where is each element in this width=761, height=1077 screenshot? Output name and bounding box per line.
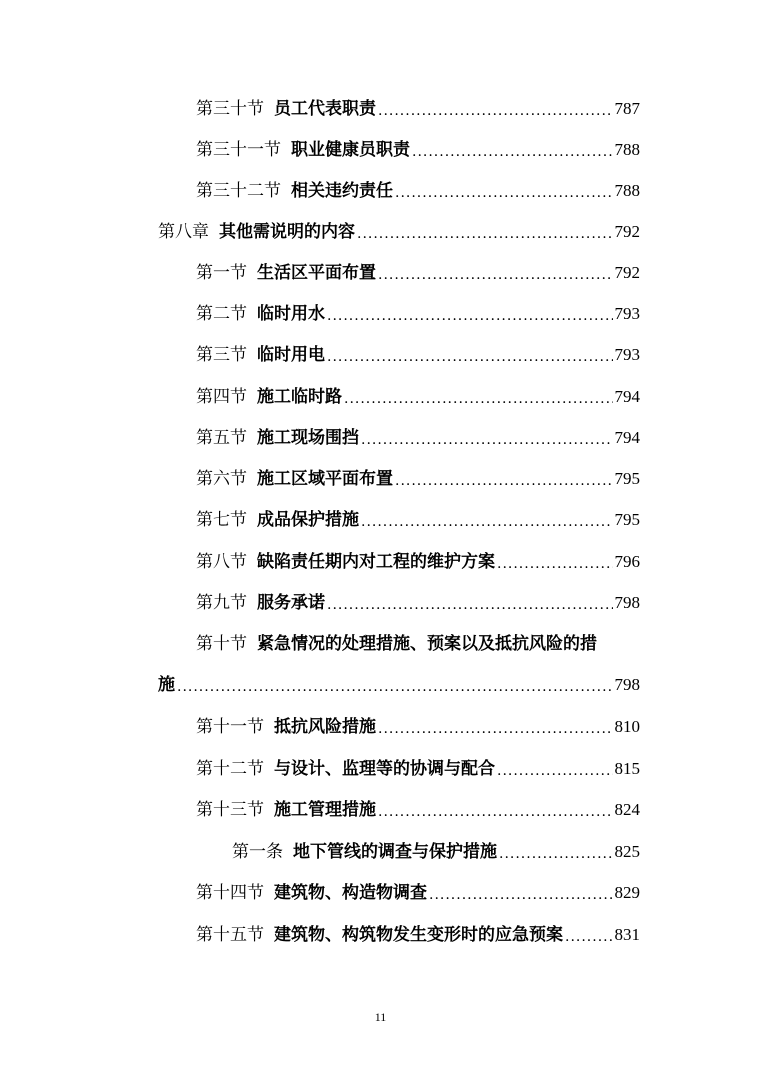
toc-entry-label: 第二节 (196, 304, 247, 324)
toc-entry-label: 第十二节 (196, 759, 264, 779)
toc-entry[interactable] (196, 336, 640, 366)
toc-entry-title: 临时用电 (257, 345, 325, 365)
toc-entry[interactable] (196, 460, 640, 490)
toc-entry-title: 抵抗风险措施 (274, 717, 376, 737)
toc-entry-page: 794 (614, 428, 640, 447)
toc-entry-title: 施工区域平面布置 (257, 469, 393, 489)
toc-subentry[interactable] (232, 833, 640, 863)
toc-entry-page: 798 (614, 593, 640, 612)
toc-entry-label: 第三十一节 (196, 140, 281, 160)
toc-entry-page: 793 (614, 304, 640, 323)
toc-entry-page: 795 (614, 510, 640, 529)
toc-entry[interactable] (196, 254, 640, 284)
toc-entry-label: 第一节 (196, 263, 247, 283)
toc-entry[interactable] (196, 916, 640, 946)
toc-entry[interactable] (196, 172, 640, 202)
toc-entry-page: 831 (614, 925, 640, 944)
toc-leader-dots (327, 596, 613, 614)
toc-leader-dots (378, 720, 613, 738)
toc-leader-dots (497, 762, 613, 780)
toc-entry-label: 第十节 (196, 634, 247, 654)
toc-chapter-entry[interactable] (158, 213, 640, 243)
toc-leader-dots (412, 143, 613, 161)
toc-entry[interactable] (196, 543, 640, 573)
toc-entry-page: 810 (614, 717, 640, 736)
toc-entry-title-continuation: 施 (158, 675, 175, 695)
toc-entry-title: 员工代表职责 (274, 99, 376, 119)
toc-entry-label: 第三十节 (196, 99, 264, 119)
toc-entry-label: 第八章 (158, 222, 209, 242)
toc-leader-dots (565, 928, 613, 946)
toc-entry[interactable] (196, 584, 640, 614)
toc-leader-dots (344, 390, 613, 408)
toc-entry[interactable] (196, 131, 640, 161)
toc-entry-title: 建筑物、构筑物发生变形时的应急预案 (274, 925, 563, 945)
toc-entry[interactable] (196, 90, 640, 120)
toc-entry-page: 815 (614, 759, 640, 778)
toc-leader-dots (395, 472, 613, 490)
toc-entry-page: 824 (614, 800, 640, 819)
toc-leader-dots (395, 184, 613, 202)
toc-entry[interactable] (196, 378, 640, 408)
toc-leader-dots (327, 348, 613, 366)
toc-entry-label: 第五节 (196, 428, 247, 448)
toc-entry[interactable] (196, 791, 640, 821)
toc-entry-page: 788 (614, 140, 640, 159)
toc-entry[interactable] (196, 750, 640, 780)
toc-leader-dots (378, 266, 613, 284)
toc-entry-page: 825 (614, 842, 640, 861)
toc-leader-dots (497, 555, 613, 573)
toc-entry-title: 与设计、监理等的协调与配合 (274, 759, 495, 779)
toc-entry-label: 第九节 (196, 593, 247, 613)
toc-leader-dots (378, 803, 613, 821)
toc-leader-dots (378, 102, 613, 120)
toc-entry-page: 787 (614, 99, 640, 118)
toc-entry-title: 其他需说明的内容 (219, 222, 355, 242)
toc-entry[interactable] (196, 708, 640, 738)
toc-entry-page: 792 (614, 263, 640, 282)
toc-leader-dots (357, 225, 613, 243)
toc-entry-title: 临时用水 (257, 304, 325, 324)
toc-entry-page: 829 (614, 883, 640, 902)
toc-entry-page: 792 (614, 222, 640, 241)
toc-entry-page: 793 (614, 345, 640, 364)
toc-entry-title: 施工管理措施 (274, 800, 376, 820)
toc-entry-label: 第六节 (196, 469, 247, 489)
toc-entry-label: 第四节 (196, 387, 247, 407)
toc-entry-label: 第三节 (196, 345, 247, 365)
toc-entry-label: 第一条 (232, 842, 283, 862)
toc-entry[interactable] (196, 419, 640, 449)
toc-entry-title: 职业健康员职责 (291, 140, 410, 160)
toc-entry-page: 794 (614, 387, 640, 406)
toc-entry-label: 第十一节 (196, 717, 264, 737)
toc-leader-dots (361, 431, 613, 449)
toc-entry-title: 服务承诺 (257, 593, 325, 613)
toc-entry-wrapped-line[interactable] (196, 625, 640, 655)
toc-entry-page: 796 (614, 552, 640, 571)
toc-entry-label: 第七节 (196, 510, 247, 530)
toc-entry-title: 施工临时路 (257, 387, 342, 407)
toc-entry-title: 相关违约责任 (291, 181, 393, 201)
toc-entry-page: 788 (614, 181, 640, 200)
toc-entry-title: 施工现场围挡 (257, 428, 359, 448)
toc-entry-continuation[interactable] (158, 666, 640, 696)
toc-leader-dots (499, 845, 613, 863)
toc-entry-label: 第十四节 (196, 883, 264, 903)
toc-entry[interactable] (196, 501, 640, 531)
toc-entry-label: 第三十二节 (196, 181, 281, 201)
toc-entry-label: 第十三节 (196, 800, 264, 820)
toc-entry-page: 798 (614, 675, 640, 694)
toc-entry-title: 缺陷责任期内对工程的维护方案 (257, 552, 495, 572)
toc-leader-dots (177, 678, 613, 696)
toc-entry-label: 第八节 (196, 552, 247, 572)
toc-entry-title: 生活区平面布置 (257, 263, 376, 283)
toc-leader-dots (327, 307, 613, 325)
toc-leader-dots (429, 886, 613, 904)
toc-entry-label: 第十五节 (196, 925, 264, 945)
toc-entry-title: 紧急情况的处理措施、预案以及抵抗风险的措 (257, 634, 597, 654)
toc-entry-title: 建筑物、构造物调查 (274, 883, 427, 903)
toc-entry[interactable] (196, 295, 640, 325)
toc-entry[interactable] (196, 874, 640, 904)
page-number: 11 (374, 1010, 387, 1024)
toc-leader-dots (361, 513, 613, 531)
toc-entry-page: 795 (614, 469, 640, 488)
toc-entry-title: 成品保护措施 (257, 510, 359, 530)
toc-entry-title: 地下管线的调查与保护措施 (293, 842, 497, 862)
